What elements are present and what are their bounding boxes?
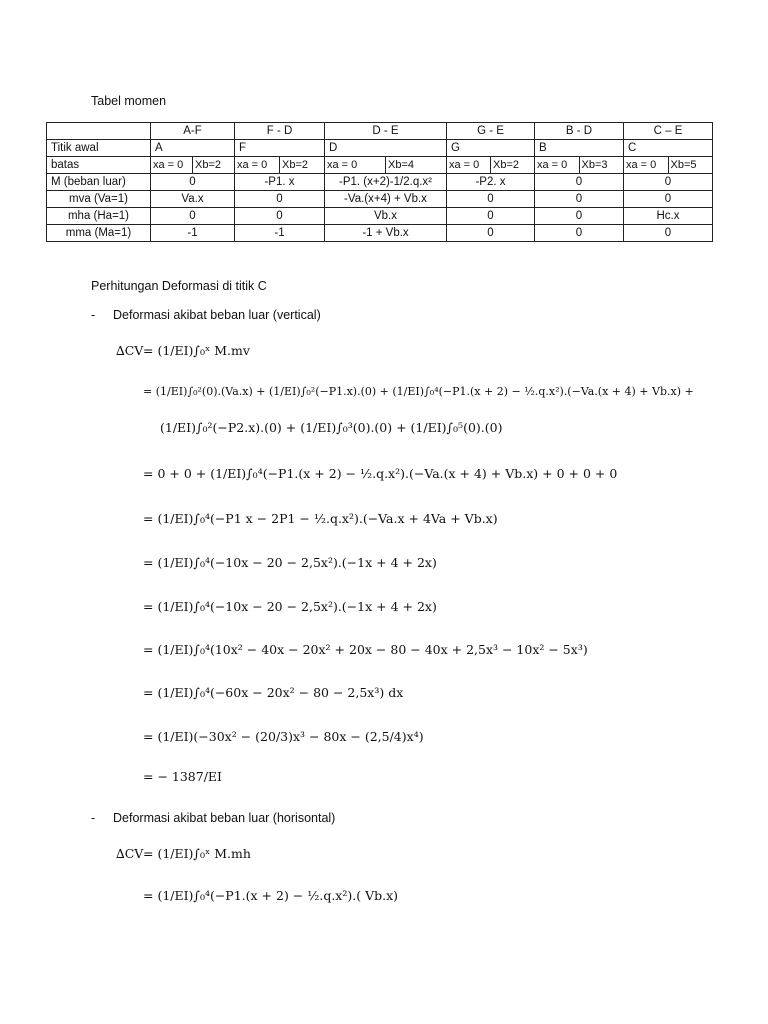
batas-start: xa = 0	[153, 159, 184, 171]
table-cell: 0	[151, 174, 235, 191]
heading-text: Deformasi akibat beban luar (horisontal)	[113, 811, 336, 825]
bullet-dash: -	[91, 308, 96, 322]
table-header-cell: F - D	[235, 123, 325, 140]
table-cell: 0	[151, 208, 235, 225]
delta-cv-label: ∆CV	[116, 343, 144, 358]
equation-line: = (1/EI)(−30x² − (20/3)x³ − 80x − (2,5/4)x⁴)	[143, 729, 424, 744]
table-header-cell: D - E	[325, 123, 447, 140]
table-cell	[325, 157, 447, 174]
table-cell: B	[535, 140, 624, 157]
table-cell: A	[151, 140, 235, 157]
bullet-dash: -	[91, 811, 96, 825]
table-cell: 0	[624, 174, 713, 191]
equation-line: = (1/EI)∫₀⁴(−P1 x − 2P1 − ½.q.x²).(−Va.x + 4Va + Vb.x)	[143, 511, 498, 526]
equation-line: = (1/EI)∫₀⁴(10x² − 40x − 20x² + 20x − 80 − 40x + 2,5x³ − 10x² − 5x³)	[143, 642, 588, 657]
equation-line: = (1/EI)∫₀⁴(−60x − 20x² − 80 − 2,5x³) dx	[143, 685, 404, 700]
table-cell: -P1. x	[235, 174, 325, 191]
batas-start: xa = 0	[237, 159, 268, 171]
table-cell: F	[235, 140, 325, 157]
table-title: Tabel momen	[91, 94, 167, 108]
equation-line: = (1/EI)∫₀ˣ M.mh	[143, 846, 251, 861]
equation-line: = 0 + 0 + (1/EI)∫₀⁴(−P1.(x + 2) − ½.q.x²).(−Va.(x + 4) + Vb.x) + 0 + 0 + 0	[143, 466, 618, 481]
moment-table	[46, 122, 713, 242]
table-cell: -Va.(x+4) + Vb.x	[325, 191, 447, 208]
table-cell: 0	[535, 174, 624, 191]
table-cell: -P1. (x+2)-1/2.q.x²	[325, 174, 447, 191]
table-cell: 0	[447, 225, 535, 242]
table-cell: -1	[235, 225, 325, 242]
batas-end: Xb=2	[279, 157, 324, 173]
batas-start: xa = 0	[327, 159, 358, 171]
equation-line: = (1/EI)∫₀ˣ M.mv	[143, 343, 250, 358]
batas-end: Xb=2	[490, 157, 534, 173]
table-row	[47, 208, 713, 225]
table-cell: Va.x	[151, 191, 235, 208]
table-cell: 0	[235, 208, 325, 225]
batas-end: Xb=3	[579, 157, 624, 173]
table-header-cell: G - E	[447, 123, 535, 140]
table-cell: Hc.x	[624, 208, 713, 225]
equation-line: = (1/EI)∫₀²(0).(Va.x) + (1/EI)∫₀²(−P1.x).(0) + (1/EI)∫₀⁴(−P1.(x + 2) − ½.q.x²).(−Va.(x + 4) + Vb.x) +	[143, 385, 694, 398]
batas-start: xa = 0	[537, 159, 568, 171]
table-cell: 0	[447, 208, 535, 225]
equation-line: = (1/EI)∫₀⁴(−P1.(x + 2) − ½.q.x²).( Vb.x)	[143, 888, 398, 903]
table-cell: Titik awal	[47, 140, 151, 157]
table-header-cell: C – E	[624, 123, 713, 140]
table-row	[47, 157, 713, 174]
delta-cv-label: ∆CV	[116, 846, 144, 861]
batas-start: xa = 0	[449, 159, 480, 171]
table-cell: -1 + Vb.x	[325, 225, 447, 242]
horizontal-heading	[91, 811, 335, 825]
section-title: Perhitungan Deformasi di titik C	[91, 279, 267, 293]
table-cell: G	[447, 140, 535, 157]
table-row	[47, 225, 713, 242]
table-header-cell: A-F	[151, 123, 235, 140]
batas-end: Xb=5	[668, 157, 713, 173]
equation-result: = − 1387/EI	[143, 769, 222, 784]
table-cell: -1	[151, 225, 235, 242]
table-row	[47, 174, 713, 191]
table-cell	[151, 157, 235, 174]
table-cell: mva (Va=1)	[47, 191, 151, 208]
batas-start: xa = 0	[626, 159, 657, 171]
table-cell	[624, 157, 713, 174]
table-cell: 0	[235, 191, 325, 208]
table-cell: 0	[624, 191, 713, 208]
table-cell: 0	[447, 191, 535, 208]
table-cell: mma (Ma=1)	[47, 225, 151, 242]
equation-line: = (1/EI)∫₀⁴(−10x − 20 − 2,5x²).(−1x + 4 + 2x)	[143, 555, 437, 570]
table-cell	[535, 157, 624, 174]
table-cell: -P2. x	[447, 174, 535, 191]
table-header-cell: B - D	[535, 123, 624, 140]
table-cell	[447, 157, 535, 174]
table-cell: Vb.x	[325, 208, 447, 225]
table-row	[47, 191, 713, 208]
table-cell: M (beban luar)	[47, 174, 151, 191]
table-cell	[235, 157, 325, 174]
table-cell: 0	[535, 225, 624, 242]
table-cell: 0	[535, 191, 624, 208]
batas-end: Xb=4	[385, 157, 446, 173]
heading-text: Deformasi akibat beban luar (vertical)	[113, 308, 321, 322]
table-cell: C	[624, 140, 713, 157]
table-header-row	[47, 123, 713, 140]
equation-line: = (1/EI)∫₀⁴(−10x − 20 − 2,5x²).(−1x + 4 + 2x)	[143, 599, 437, 614]
table-cell: mha (Ha=1)	[47, 208, 151, 225]
table-cell: 0	[535, 208, 624, 225]
table-cell: batas	[47, 157, 151, 174]
equation-line: (1/EI)∫₀²(−P2.x).(0) + (1/EI)∫₀³(0).(0) + (1/EI)∫₀⁵(0).(0)	[160, 420, 503, 435]
table-header-cell	[47, 123, 151, 140]
batas-end: Xb=2	[192, 157, 234, 173]
table-row	[47, 140, 713, 157]
table-cell: 0	[624, 225, 713, 242]
vertical-heading	[91, 308, 321, 322]
table-cell: D	[325, 140, 447, 157]
